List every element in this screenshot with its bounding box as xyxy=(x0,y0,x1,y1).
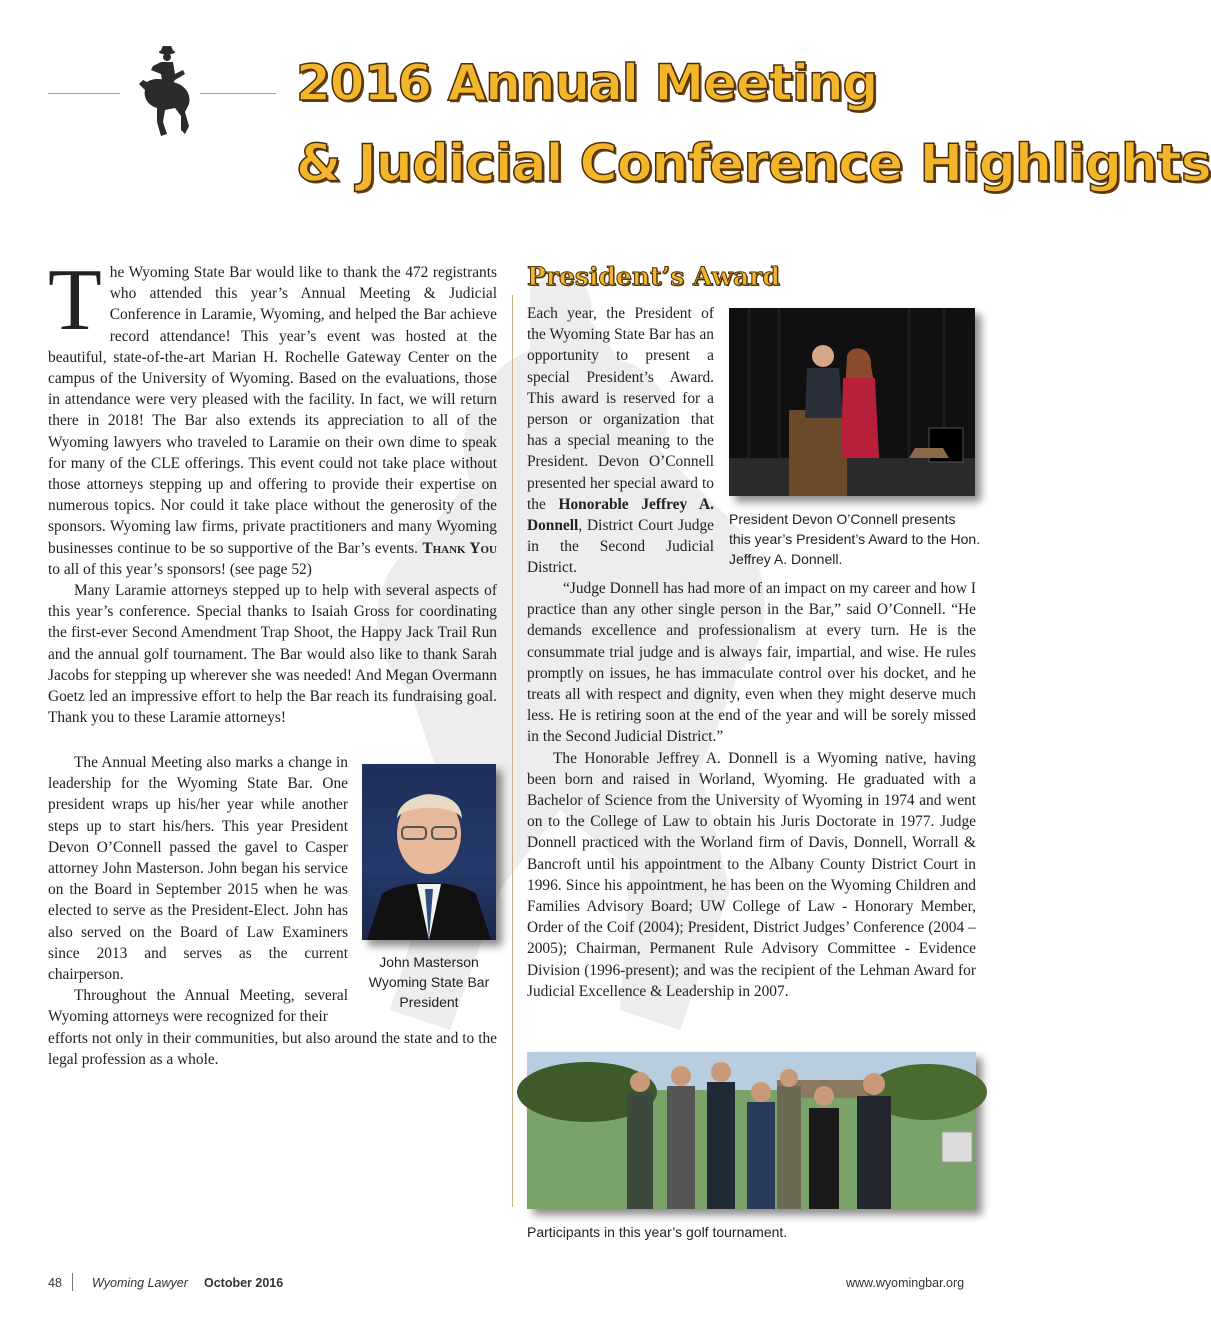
header-rule-left xyxy=(48,93,120,94)
recognition-paragraph-start: Throughout the Annual Meeting, several Wyoming attorneys were recognized for their xyxy=(48,987,348,1026)
masterson-caption-name: John Masterson xyxy=(379,954,479,970)
left-column-text-top xyxy=(48,252,497,728)
intro-text-end: to all of this year’s sponsors! (see page 52) xyxy=(48,560,312,578)
footer-issue: October 2016 xyxy=(204,1276,284,1290)
honoree-name: Honorable Jeffrey A. Donnell xyxy=(527,495,714,535)
footer-page-number: 48 xyxy=(48,1276,62,1290)
column-divider xyxy=(512,295,513,1207)
award-intro-text-end: , District Court Judge in the Second Judicial District. xyxy=(527,517,714,577)
quote-paragraph: “Judge Donnell has had more of an impact on my career and how I practice than any other single person in the Bar,” said O’Connell. “He demands excellence and professionalism at every turn. He is the consummate trial judge and is always fair, impartial, and wise. He rules promptly on issues, he has immaculate control over his docket, and he treats all with respect and dignity, even when they might deserve much less. He is retiring soon at the end of the year and will be sorely missed in the Second Judicial District.” xyxy=(527,580,976,746)
header-rule-right xyxy=(200,93,276,94)
masterson-caption-title: President xyxy=(399,994,459,1010)
masterson-caption-org: Wyoming State Bar xyxy=(368,974,490,990)
leadership-paragraph: The Annual Meeting also marks a change in leadership for the Wyoming State Bar. One president wraps up his/her year while another steps up to start his/hers. This year President Devon O’Connell passed the gavel to Casper attorney John Masterson. John began his service on the Board in September 2015 when he was elected to serve as the President-Elect. John has also served on the Board of Law Examiners since 2013 and serves as the current chairperson. xyxy=(48,754,348,984)
award-intro-paragraph xyxy=(527,303,714,579)
page-title-line2: & Judicial Conference Highlights xyxy=(296,134,1211,194)
footer-website[interactable]: www.wyomingbar.org xyxy=(846,1276,965,1290)
intro-paragraph xyxy=(48,252,497,580)
masterson-photo xyxy=(362,764,496,940)
award-intro-block xyxy=(527,303,714,579)
intro-text: he Wyoming State Bar would like to thank the 472 registrants who attended this year’s Annual Meeting & Judicial Conference in Laramie, Wyoming, and helped the Bar achieve record attendance! This year’s event was hosted at the beautiful, state-of-the-art Marian H. Rochelle Gateway Center on the campus of the University of Wyoming. Based on the evaluations, those in attendance were very pleased with the facility. In fact, we will return there in 2018! The Bar also extends its appreciation to all of the Wyoming lawyers who traveled to Laramie on their own dime to speak for many of the CLE offerings. This event could not take place without those attorneys stepping up and offering to provide their expertise on numerous topics. Nor could it take place without the generosity of the sponsors. Wyoming law firms, private practitioners and many Wyoming businesses continue to be so supportive of the Bar’s events. xyxy=(48,264,497,557)
award-caption: President Devon O’Connell presents this year’s President’s Award to the Hon. Jeffrey A. Donnell. xyxy=(729,511,981,567)
leadership-paragraph-block xyxy=(48,752,348,1028)
footer-publication: Wyoming Lawyer xyxy=(92,1276,188,1290)
drop-cap: T xyxy=(48,252,102,349)
quote-and-bio-block xyxy=(527,578,976,1002)
laramie-attorneys-paragraph: Many Laramie attorneys stepped up to help with several aspects of this year’s conference. Special thanks to Isaiah Gross for coordinating the first-ever Second Amendment Trap Shoot, the Happy Jack Trail Run and the annual golf tournament. The Bar would also like to thank Sarah Jacobs for stepping up wherever she was needed! And Megan Overmann Goetz led an impressive effort to help the Bar reach its fundraising goal. Thank you to these Laramie attorneys! xyxy=(48,582,497,727)
recognition-paragraph-end: efforts not only in their communities, but also around the state and to the legal profession as a whole. xyxy=(48,1030,497,1069)
bucking-horse-rider-icon xyxy=(135,42,199,138)
bio-paragraph: The Honorable Jeffrey A. Donnell is a Wyoming native, having been born and raised in Worland, Wyoming. He graduated with a Bachelor of Science from the University of Wyoming in 1974 and went on to the College of Law to obtain his Juris Doctorate in 1977. Judge Donnell practiced with the Worland firm of Davis, Donnell, Worrall & Bancroft until his appointment to the Albany County District Court in 1996. Since his appointment, he has been on the Wyoming Children and Families Advisory Board; UW College of Law - Honorary Member, Order of the Coif (2004); President, District Judges’ Conference (2004 – 2005); Chairman, Permanent Rule Advisory Committee - Evidence Division (1996-present); and was the recipient of the Lehman Award for Judicial Excellence & Leadership in 2007. xyxy=(527,749,976,1000)
award-photo xyxy=(729,308,975,496)
masterson-caption xyxy=(362,952,496,1012)
footer-divider xyxy=(72,1273,73,1291)
award-intro-text: Each year, the President of the Wyoming State Bar has an opportunity to present a special President’s Award. This award is reserved for a person or organization that has a special meaning to the President. Devon O’Connell presented her special award to the xyxy=(527,305,714,513)
golf-caption: Participants in this year’s golf tournament. xyxy=(527,1224,788,1240)
section-title-presidents-award: President’s Award xyxy=(527,262,780,291)
recognition-paragraph-end-block xyxy=(48,1028,497,1070)
golf-tournament-photo xyxy=(527,1052,976,1209)
thank-you-text: Thank You xyxy=(422,539,497,557)
page-title-line1: 2016 Annual Meeting xyxy=(296,54,878,112)
